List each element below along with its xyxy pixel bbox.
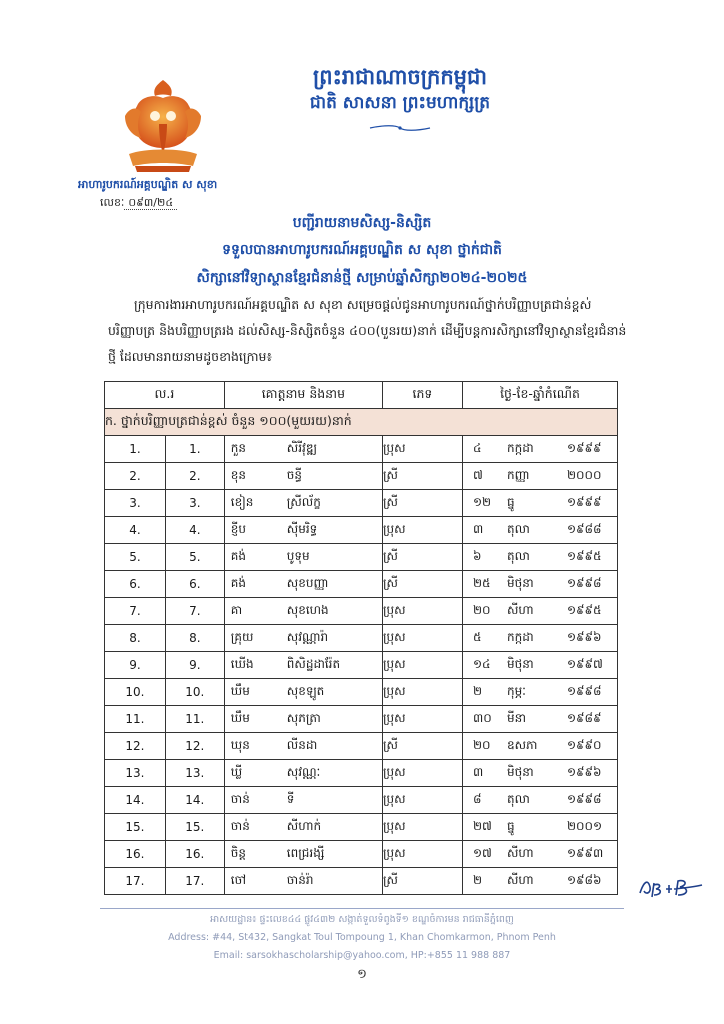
table-row	[105, 571, 618, 598]
given-name: សុខឡូត	[286, 684, 325, 698]
student-sex: ស្រី	[382, 463, 462, 490]
document-title: បញ្ជីរាយនាមសិស្ស-និស្សិត	[292, 215, 432, 231]
given-name: ទី	[286, 792, 295, 806]
dob-day: ៦	[472, 549, 482, 563]
row-number: 12.	[105, 733, 166, 760]
dob-year: ១៩៩៨	[566, 576, 602, 590]
family-name: ឃឹម	[230, 684, 250, 698]
dob-day: ១៧	[472, 846, 492, 860]
row-number: 15.	[105, 814, 166, 841]
document-subtitle: ទទួលបានអាហារូបករណ៍អគ្គបណ្ឌិត ស សុខា ថ្នាក់ជាតិ	[222, 242, 502, 258]
dob-day: ៣	[472, 522, 484, 536]
row-number: 10.	[105, 679, 166, 706]
student-name	[224, 571, 382, 598]
family-name: ខុន	[230, 468, 247, 482]
student-dob	[462, 517, 617, 544]
dob-year: ១៩៩៨	[566, 684, 602, 698]
student-sex: ប្រុស	[382, 652, 462, 679]
dob-day: ៨	[472, 792, 482, 806]
dob-year: ១៩៩៩	[566, 495, 602, 509]
student-dob	[462, 571, 617, 598]
given-name: សុខបញ្ញា	[286, 576, 329, 590]
row-number: 14.	[105, 787, 166, 814]
student-dob	[462, 544, 617, 571]
footer-divider	[100, 908, 624, 909]
table-row	[105, 733, 618, 760]
section-label: ក. ថ្នាក់បរិញ្ញាបត្រជាន់ខ្ពស់ ចំនួន ១០០(មួយរយ)នាក់	[105, 409, 618, 436]
family-name: ឃុន	[230, 738, 250, 752]
dob-year: ១៩៨៩	[566, 711, 602, 725]
dob-month: ធ្នូ	[506, 495, 515, 509]
dob-month: ឧសភា	[506, 738, 538, 752]
student-dob	[462, 463, 617, 490]
page-number: ១	[357, 967, 367, 982]
student-dob	[462, 787, 617, 814]
document-subtitle-2: សិក្សានៅវិទ្យាស្ថានខ្មែរជំនាន់ថ្មី សម្រាប់ឆ្នាំសិក្សា២០២៤-២០២៥	[196, 270, 528, 286]
given-name: ស៊ីមរិទ្ធ	[286, 522, 318, 536]
dob-month: ធ្នូ	[506, 819, 515, 833]
row-number-sub: 6.	[165, 571, 224, 598]
student-name	[224, 814, 382, 841]
dob-month: កក្កដា	[506, 630, 534, 644]
row-number-sub: 2.	[165, 463, 224, 490]
dob-year: ១៩៨៦	[566, 873, 602, 887]
dob-month: សីហា	[506, 603, 534, 617]
given-name: ចន្ធី	[286, 468, 303, 482]
table-header-row	[105, 382, 618, 409]
dob-day: ១៤	[472, 657, 491, 671]
dob-month: តុលា	[506, 792, 530, 806]
organization-name: អាហារូបករណ៍អគ្គបណ្ឌិត ស សុខា	[78, 178, 218, 191]
row-number: 11.	[105, 706, 166, 733]
table-row	[105, 436, 618, 463]
row-number: 16.	[105, 841, 166, 868]
family-name: ចាន់	[230, 819, 250, 833]
dob-month: សីហា	[506, 873, 534, 887]
dob-year: ១៩៩៨	[566, 792, 602, 806]
row-number-sub: 13.	[165, 760, 224, 787]
dob-day: ៣០	[472, 711, 492, 725]
student-name	[224, 706, 382, 733]
row-number-sub: 16.	[165, 841, 224, 868]
student-name	[224, 652, 382, 679]
family-name: កួន	[230, 441, 247, 455]
student-roster-table	[104, 381, 618, 895]
student-name	[224, 625, 382, 652]
student-name	[224, 679, 382, 706]
row-number-sub: 17.	[165, 868, 224, 895]
student-dob	[462, 868, 617, 895]
student-dob	[462, 814, 617, 841]
student-name	[224, 787, 382, 814]
row-number-sub: 14.	[165, 787, 224, 814]
dob-year: ១៩៩៥	[566, 549, 602, 563]
footer-address-en: Address: #44, St432, Sangkat Toul Tompoung 1, Khan Chomkarmon, Phnom Penh	[168, 932, 556, 943]
dob-month: មិថុនា	[506, 765, 534, 779]
family-name: ឃឹម	[230, 711, 250, 725]
given-name: ស្រីល័ក្ខ	[286, 495, 321, 509]
student-sex: ប្រុស	[382, 625, 462, 652]
student-dob	[462, 841, 617, 868]
row-number-sub: 15.	[165, 814, 224, 841]
row-number-sub: 12.	[165, 733, 224, 760]
family-name: គង់	[230, 576, 247, 590]
national-motto: ជាតិ សាសនា ព្រះមហាក្សត្រ	[309, 93, 491, 113]
family-name: គ្រុយ	[230, 630, 254, 644]
footer-address-km: អាសយដ្ឋាន៖ ផ្ទះលេខ៤៤ ផ្លូវ៤៣២ សង្កាត់ទួលទំពូងទី១ ខណ្ឌចំការមន រាជធានីភ្នំពេញ	[210, 914, 514, 925]
student-dob	[462, 625, 617, 652]
row-number: 2.	[105, 463, 166, 490]
given-name: សិរីវុឌ្ឍ	[286, 441, 318, 455]
dob-day: ២៧	[472, 819, 492, 833]
dob-day: ៧	[472, 468, 483, 482]
row-number: 5.	[105, 544, 166, 571]
row-number: 9.	[105, 652, 166, 679]
given-name: សុវណ្ណារ៉ា	[286, 630, 329, 644]
table-row	[105, 652, 618, 679]
reference-value: ០៩៣/២៤	[124, 196, 177, 210]
table-row	[105, 490, 618, 517]
family-name: គា	[230, 603, 243, 617]
reference-number	[100, 196, 300, 210]
table-row	[105, 679, 618, 706]
student-sex: ប្រុស	[382, 706, 462, 733]
student-name	[224, 760, 382, 787]
student-name	[224, 868, 382, 895]
signature-initials-icon	[636, 875, 706, 901]
dob-year: ១៩៩៣	[566, 846, 604, 860]
student-sex: ប្រុស	[382, 760, 462, 787]
table-row	[105, 598, 618, 625]
row-number: 1.	[105, 436, 166, 463]
student-sex: ប្រុស	[382, 517, 462, 544]
student-dob	[462, 679, 617, 706]
family-name: ឃើង	[230, 657, 254, 671]
dob-month: មិថុនា	[506, 657, 534, 671]
table-row	[105, 760, 618, 787]
dob-month: កក្កដា	[506, 441, 534, 455]
divider-ornament-icon	[368, 124, 432, 132]
dob-day: ២០	[472, 603, 491, 617]
student-sex: ស្រី	[382, 490, 462, 517]
table-row	[105, 625, 618, 652]
student-name	[224, 733, 382, 760]
student-name	[224, 544, 382, 571]
given-name: ពិសិដ្ឋដារ៉ែត	[286, 657, 341, 671]
table-row	[105, 463, 618, 490]
family-name: គង់	[230, 549, 247, 563]
student-sex: ប្រុស	[382, 814, 462, 841]
emblem-logo-icon	[115, 76, 211, 176]
dob-day: ២០	[472, 738, 491, 752]
kingdom-heading: ព្រះរាជាណាចក្រកម្ពុជា	[312, 65, 487, 89]
given-name: សុភត្រា	[286, 711, 321, 725]
row-number-sub: 9.	[165, 652, 224, 679]
given-name: សុវណ្ណៈ	[286, 765, 321, 779]
dob-year: ២០០១	[566, 819, 603, 833]
row-number: 7.	[105, 598, 166, 625]
row-number: 13.	[105, 760, 166, 787]
table-row	[105, 544, 618, 571]
dob-year: ១៩៩៦	[566, 765, 602, 779]
table-row	[105, 868, 618, 895]
student-sex: ប្រុស	[382, 598, 462, 625]
footer-contact: Email: sarsokhascholarship@yahoo.com, HP:+855 11 988 887	[213, 950, 511, 961]
dob-year: ១៩៩៥	[566, 603, 602, 617]
header-sex: ភេទ	[382, 382, 462, 409]
student-sex: ប្រុស	[382, 787, 462, 814]
student-dob	[462, 760, 617, 787]
table-row	[105, 517, 618, 544]
dob-day: ២៥	[472, 576, 491, 590]
family-name: ចាន់	[230, 792, 250, 806]
row-number-sub: 1.	[165, 436, 224, 463]
table-row	[105, 841, 618, 868]
row-number: 8.	[105, 625, 166, 652]
given-name: បូទុម	[286, 549, 310, 563]
student-dob	[462, 652, 617, 679]
given-name: សីហាក់	[286, 819, 322, 833]
intro-paragraph: ក្រុមការងារអាហារូបករណ៍អគ្គបណ្ឌិត ស សុខា សម្រេចផ្តល់ជូនអាហារូបករណ៍ថ្នាក់បរិញ្ញាបត្រជាន់ខ្ពស់ បរិញ្ញាបត្រ និងបរិញ្ញាបត្ររង ដល់សិស្ស-និស្សិតចំនួន ៤០០(បួនរយ)នាក់ ដើម្បីបន្តការសិក្សានៅវិទ្យាស្ថានខ្មែរជំនាន់ថ្មី ដែលមានរាយនាមដូចខាងក្រោម៖	[108, 297, 627, 364]
given-name: ពេជ្ររង្សី	[286, 846, 325, 860]
student-name	[224, 436, 382, 463]
row-number: 4.	[105, 517, 166, 544]
dob-year: ១៩៩៩	[566, 441, 602, 455]
dob-year: ១៩៨៨	[566, 522, 602, 536]
dob-month: មីនា	[506, 711, 527, 725]
row-number: 17.	[105, 868, 166, 895]
dob-day: ២	[472, 684, 483, 698]
family-name: ឃ្លី	[230, 765, 243, 779]
dob-month: កញ្ញា	[506, 468, 530, 482]
student-dob	[462, 706, 617, 733]
dob-year: ១៩៩០	[566, 738, 602, 752]
given-name: សុខហេង	[286, 603, 329, 617]
dob-month: មិថុនា	[506, 576, 534, 590]
family-name: ខ្ញីប	[230, 522, 247, 536]
student-dob	[462, 598, 617, 625]
header-name: គោត្តនាម និងនាម	[224, 382, 382, 409]
row-number-sub: 8.	[165, 625, 224, 652]
section-row	[105, 409, 618, 436]
header-dob: ថ្ងៃ-ខែ-ឆ្នាំកំណើត	[462, 382, 617, 409]
student-sex: ស្រី	[382, 544, 462, 571]
dob-year: ១៩៩៦	[566, 630, 602, 644]
dob-year: ២០០០	[566, 468, 602, 482]
student-sex: ប្រុស	[382, 841, 462, 868]
family-name: ចៅ	[230, 873, 247, 887]
row-number-sub: 7.	[165, 598, 224, 625]
header-number: ល.រ	[105, 382, 225, 409]
dob-month: តុលា	[506, 549, 530, 563]
row-number: 3.	[105, 490, 166, 517]
row-number-sub: 5.	[165, 544, 224, 571]
row-number-sub: 11.	[165, 706, 224, 733]
student-name	[224, 598, 382, 625]
given-name: ចាន់រ៉ា	[286, 873, 314, 887]
dob-month: តុលា	[506, 522, 530, 536]
dob-day: ៤	[472, 441, 482, 455]
student-name	[224, 463, 382, 490]
dob-day: ៥	[472, 630, 482, 644]
row-number-sub: 3.	[165, 490, 224, 517]
table-row	[105, 814, 618, 841]
family-name: ខៀន	[230, 495, 254, 509]
row-number-sub: 4.	[165, 517, 224, 544]
dob-day: ២	[472, 873, 483, 887]
row-number-sub: 10.	[165, 679, 224, 706]
student-sex: ស្រី	[382, 571, 462, 598]
student-sex: ប្រុស	[382, 679, 462, 706]
student-sex: ប្រុស	[382, 436, 462, 463]
dob-day: ៣	[472, 765, 484, 779]
student-name	[224, 517, 382, 544]
table-row	[105, 787, 618, 814]
dob-day: ១២	[472, 495, 492, 509]
family-name: ចិន្ត	[230, 846, 247, 860]
student-dob	[462, 490, 617, 517]
student-sex: ស្រី	[382, 868, 462, 895]
reference-label: លេខៈ	[100, 196, 125, 209]
dob-month: កុម្ភៈ	[506, 684, 526, 698]
table-row	[105, 706, 618, 733]
dob-month: សីហា	[506, 846, 534, 860]
row-number: 6.	[105, 571, 166, 598]
student-name	[224, 841, 382, 868]
student-name	[224, 490, 382, 517]
student-dob	[462, 733, 617, 760]
student-sex: ស្រី	[382, 733, 462, 760]
student-dob	[462, 436, 617, 463]
given-name: លីនដា	[286, 738, 318, 752]
dob-year: ១៩៩៧	[566, 657, 603, 671]
